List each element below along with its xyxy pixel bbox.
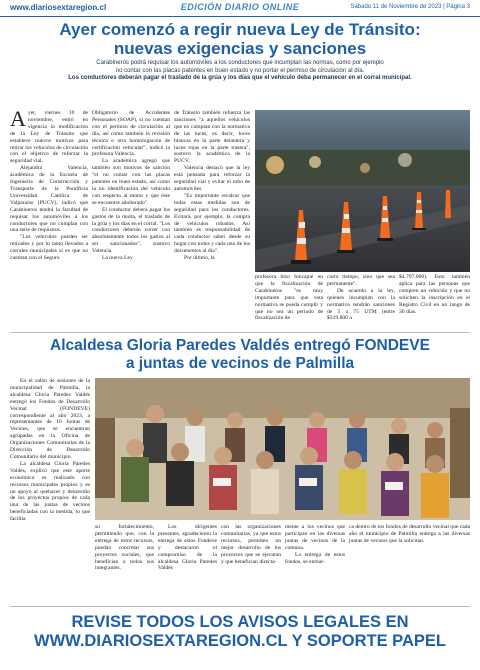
article1-column-4: profesora hizo hincapié en que la fiscalización de Carabineros "es muy importante para que esta normativa se pueda cumplir y que no sea un periodo de fiscalización de (255, 274, 323, 322)
article2-column-2: su fortalecimiento, permitiendo que, con la entrega de estos recursos, puedan concretar sus proyectos sociales, que benefician a todos sus integrantes. (95, 524, 154, 572)
legal-notice-banner: REVISE TODOS LOS AVISOS LEGALES EN WWW.DIARIOSEXTAREGION.CL Y SOPORTE PAPEL (0, 613, 480, 651)
article1-headline: Ayer comenzó a regir nueva Ley de Tránsito: nuevas exigencias y sanciones (59, 20, 421, 58)
article1-column-3: de Tránsito también refuerza las sanciones "a aquellos vehículos que no cumplan con la normativa de las luces, es decir, luces blancas en la parte delantera y luces rojas en la parte trasera", sostuvo la académica de la PUCV. Valencia destacó que la ley está pensada para reforzar la seguridad vial y evitar el robo de automóviles. "Es importante recalcar que todas estas medidas son de seguridad para los conductores. Evitará, por ejemplo, la compra de vehículos robados. Así también es responsabilidad de cada conductor saber desde su hogar con todos y cada uno de los documentos al día". Por último, la (174, 110, 250, 262)
edition-label: EDICIÓN DIARIO ONLINE (180, 2, 300, 12)
article2-column-6: ca dentro de los fondos de desarrollo vecinal que cada año el municipio de Palmilla entrega a las diversas juntas de vecinos que la solicitan. (349, 524, 470, 544)
article1-subhead: Carabineros podrá requisar los automóviles a los conductores que incumplan las normas, como por ejemplo no contar con las placas patentes en buen estado y no portar el permiso de circulación al día. Los conductores deberán pagar el traslado de la grúa y los días que el vehículo deba permanecer en el corral municipal. (68, 60, 412, 82)
article1-column-6: $4.797.000). Esto también aplica para las personas que compren un vehículo y que no soliciten la inscripción en el Registro Civil en un rango de 30 días. (399, 274, 470, 315)
article2-column-3: Los dirigentes presentes, agradecieron la entrega de estos Fondeve y destacaron el compromiso de la alcaldesa Gloria Paredes Valdés (158, 524, 217, 572)
dropcap: A (10, 106, 26, 131)
article2-headline: Alcaldesa Gloria Paredes Valdés entregó FONDEVE a juntas de vecinos de Palmilla (50, 337, 430, 372)
article2-column-4: con las organizaciones comunitarias, ya que estos recursos, permiten un mejor desarrollo de los proyectos que se ejecutan y que benefician directa- (221, 524, 281, 565)
article1-column-2: Obligatorio de Accidentes Personales (SOAP), si no cuentan con el permiso de circulación al día, así como también la revisión técnica o otra homologación de certificación vehicular", indicó la profesora Valencia. La académica agregó que también son motivos de sanción "el no contar con las placas patentes en buen estado, así como la no identificación del vehículo con respecto al motor y que éste se encuentre adulterado". El conductor deberá pagar los gastos de la multa, el traslado de la grúa y los días en el corral. "Los conductores deberán correr con absolutamente todos los gastos al ser sancionados", sostuvo Valencia. La nueva Ley (92, 110, 170, 262)
article1-column-1: A yer, viernes 10 de noviembre, entró en vigencia la modificación de la Ley de Tránsito que establece nuevos motivos para retirar los vehículos de circulación con el objetivo de reforzar la seguridad vial. Alejandra Valencia, académica de la Escuela de Ingeniería de Construcción y Transporte de la Pontificia Universidad Católica de Valparaíso (PUCV), indicó que Carabineros tendrá la facultad de requisar los automóviles a los conductores que no cumplan con una serie de requisitos. "Los vehículos pueden ser retirados y por lo tanto llevados a corrales municipales si es que no cuentan con el Seguro (10, 106, 88, 262)
group-photo-illustration (95, 378, 470, 520)
section-divider (10, 332, 470, 333)
group-photo (95, 378, 470, 520)
traffic-cones-photo (255, 110, 470, 272)
article2-column-1: En el salón de sesiones de la municipalidad de Palmilla, la alcaldesa Gloria Paredes Valdés entregó los Fondos de Desarrollo Vecinal (FONDEVE) correspondiente al año 2023, a representantes de 10 Juntas de Vecinos, que se encuentran agrupadas en la Oficina de Organizaciones Comunitarias de la Dirección de Desarrollo Comunitario del municipio. La alcaldesa Gloria Paredes Valdés, explicó que este aporte económico es realizado con recursos municipales propios y es un apoyo al quehacer y desarrollo de los proyectos propios de cada una de las juntas de vecinos beneficiadas con la medida, lo que facilita (10, 378, 90, 523)
footer-divider (10, 606, 470, 607)
article1-column-5: corto tiempo, sino que sea permanente". De acuerdo a la ley, quienes incumplan con la normativa tendrán sanciones de 5 a 75 UTM (entre $319.800 a (327, 274, 395, 322)
legal-notice-link[interactable]: WWW.DIARIOSEXTAREGION.CL Y SOPORTE PAPEL (34, 632, 446, 650)
article2-column-5: mente a los vecinos que participan en las diversas juntas de vecinos de la comuna. La entrega de estos fondos, se enmar- (285, 524, 345, 565)
page-date: Sábado 11 de Noviembre de 2023 | Página 3 (350, 4, 470, 10)
traffic-cones-illustration (255, 110, 470, 272)
site-url[interactable]: www.diariosextaregion.cl (10, 3, 107, 12)
page-header (0, 0, 480, 17)
